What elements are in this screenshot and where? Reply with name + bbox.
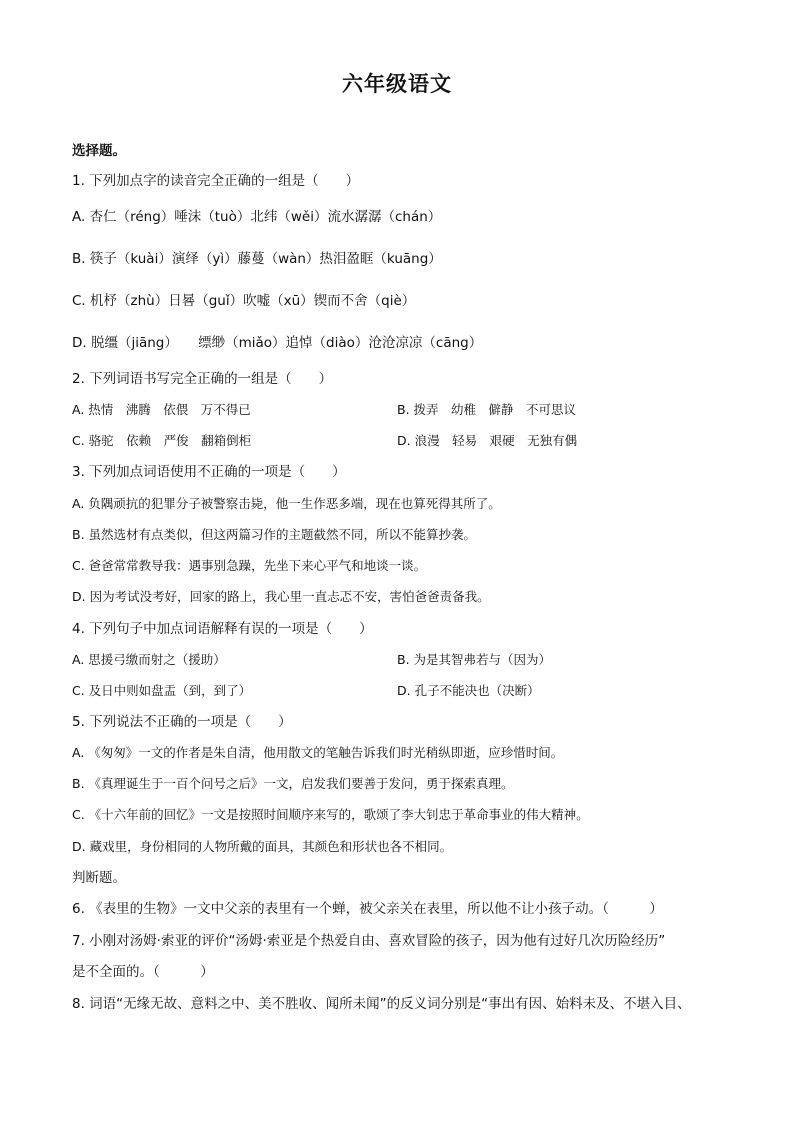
question-6: 6. 《表里的生物》一文中父亲的表里有一个蝉，被父亲关在表里，所以他不让小孩子动。（ ） (72, 901, 663, 917)
question-3-option-d: D. 因为考试没考好，回家的路上，我心里一直忐忑不安，害怕爸爸责备我。 (72, 589, 490, 604)
question-5-stem: 5. 下列说法不正确的一项是（ ） (72, 714, 292, 730)
question-4-option-b: B. 为是其智弗若与（因为） (397, 652, 552, 667)
question-3-stem: 3. 下列加点词语使用不正确的一项是（ ） (72, 464, 346, 480)
question-1-option-b: B. 筷子（kuài）演绎（yì）藤蔓（wàn）热泪盈眶（kuāng） (72, 251, 442, 267)
question-1-option-a: A. 杏仁（réng）唾沫（tuò）北纬（wěi）流水潺潺（chán） (72, 209, 442, 225)
question-2-option-b: B. 拨弄 幼稚 僻静 不可思议 (397, 402, 577, 417)
question-1-option-d: D. 脱缰（jiāng） 缥缈（miǎo）追悼（diào）沧沧凉凉（cāng） (72, 335, 483, 351)
section-heading-judgement: 判断题。 (72, 870, 126, 886)
question-2-option-d: D. 浪漫 轻易 艰硬 无独有偶 (397, 433, 578, 448)
question-5-option-a: A. 《匆匆》一文的作者是朱自清，他用散文的笔触告诉我们时光稍纵即逝，应珍惜时间。 (72, 745, 564, 760)
question-5-option-c: C. 《十六年前的回忆》一文是按照时间顺序来写的，歌颂了李大钊忠于革命事业的伟大精神。 (72, 807, 589, 822)
question-2-option-a: A. 热情 沸腾 依偎 万不得已 (72, 402, 251, 417)
question-1-stem: 1. 下列加点字的读音完全正确的一组是（ ） (72, 173, 360, 189)
question-3-option-c: C. 爸爸常常教导我：遇事别急躁，先坐下来心平气和地谈一谈。 (72, 558, 427, 573)
question-4-stem: 4. 下列句子中加点词语解释有误的一项是（ ） (72, 621, 373, 637)
section-heading-choice: 选择题。 (72, 143, 126, 159)
page-title: 六年级语文 (342, 72, 452, 96)
question-1-option-c: C. 机杼（zhù）日晷（guǐ）吹嘘（xū）锲而不舍（qiè） (72, 293, 416, 309)
question-8: 8. 词语“无缘无故、意料之中、美不胜收、闻所未闻”的反义词分别是“事出有因、始料未及、不堪入目、 (72, 996, 691, 1012)
question-5-option-b: B. 《真理诞生于一百个问号之后》一文，启发我们要善于发问，勇于探索真理。 (72, 776, 514, 791)
question-7-line-2: 是不全面的。（ ） (72, 964, 214, 980)
question-5-option-d: D. 藏戏里，身份相同的人物所戴的面具，其颜色和形状也各不相同。 (72, 839, 453, 854)
question-3-option-b: B. 虽然选材有点类似，但这两篇习作的主题截然不同，所以不能算抄袭。 (72, 527, 477, 542)
question-4-option-c: C. 及日中则如盘盂（到，到了） (72, 683, 252, 698)
question-2-option-c: C. 骆驼 依赖 严俊 翻箱倒柜 (72, 433, 252, 448)
question-7-line-1: 7. 小刚对汤姆·索亚的评价“汤姆·索亚是个热爱自由、喜欢冒险的孩子，因为他有过好几次历险经历” (72, 933, 666, 949)
question-4-option-d: D. 孔子不能决也（决断） (397, 683, 540, 698)
question-3-option-a: A. 负隅顽抗的犯罪分子被警察击毙，他一生作恶多端，现在也算死得其所了。 (72, 496, 501, 511)
question-2-stem: 2. 下列词语书写完全正确的一组是（ ） (72, 371, 333, 387)
question-4-option-a: A. 思援弓缴而射之（援助） (72, 652, 226, 667)
